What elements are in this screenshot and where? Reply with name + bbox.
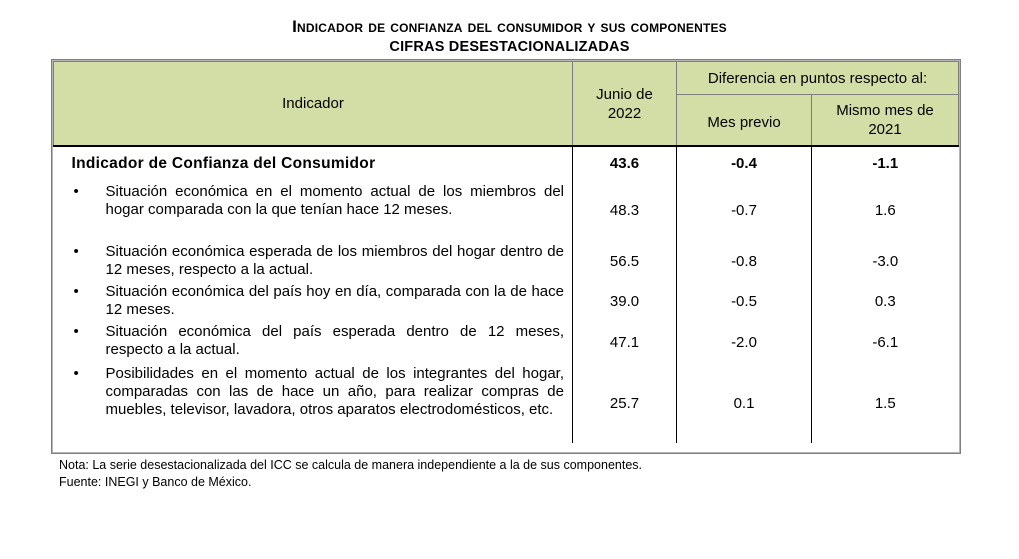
- table-source: Fuente: INEGI y Banco de México.: [59, 475, 252, 489]
- bullet-icon: •: [73, 365, 79, 382]
- table-note: Nota: La serie desestacionalizada del ICC se calcula de manera independiente a la de sus componentes.: [59, 458, 643, 472]
- bullet-icon: •: [73, 283, 79, 300]
- row-mismo-mes: 0.3: [812, 281, 959, 321]
- bullet-icon: •: [73, 243, 79, 260]
- row-mes-previo: 0.1: [677, 363, 812, 443]
- header-junio-label: Junio de 2022: [596, 85, 653, 122]
- table-row: [54, 179, 959, 241]
- row-mismo-mes: 1.5: [812, 363, 959, 443]
- row-mismo-mes: -6.1: [812, 321, 959, 363]
- row-valor: 25.7: [573, 363, 677, 443]
- row-mes-previo: -0.5: [677, 281, 812, 321]
- row-valor: 43.6: [573, 146, 677, 179]
- row-mismo-mes: -3.0: [812, 241, 959, 281]
- row-label: Situación económica del país esperada dentro de 12 meses, respecto a la actual.: [105, 323, 564, 358]
- row-mes-previo: -0.7: [677, 179, 812, 241]
- table-title: Indicador de confianza del consumidor y sus componentes: [292, 17, 727, 36]
- table-subtitle: CIFRAS DESESTACIONALIZADAS: [389, 39, 630, 55]
- bullet-item: [54, 365, 573, 419]
- table-row: [54, 363, 959, 443]
- row-valor: 47.1: [573, 321, 677, 363]
- table-row: [54, 281, 959, 321]
- bullet-item: [54, 283, 573, 319]
- row-valor: 39.0: [573, 281, 677, 321]
- header-junio-2022: [573, 62, 677, 147]
- row-label: Posibilidades en el momento actual de los integrantes del hogar, comparadas con las de hace un año, para realizar compras de muebles, televisor, lavadora, otros aparatos electrodomésticos, etc.: [105, 365, 564, 418]
- header-mismo-mes: [812, 95, 959, 147]
- row-mes-previo: -0.8: [677, 241, 812, 281]
- row-label: Situación económica del país hoy en día, comparada con la de hace 12 meses.: [105, 283, 564, 318]
- bullet-item: [54, 183, 573, 219]
- row-mes-previo: -0.4: [677, 146, 812, 179]
- row-label: Indicador de Confianza del Consumidor: [54, 146, 573, 179]
- table-row: [54, 241, 959, 281]
- header-mes-previo: Mes previo: [677, 95, 812, 147]
- header-mismo-mes-label: Mismo mes de 2021: [836, 102, 934, 138]
- bullet-item: [54, 323, 573, 359]
- table-row: [54, 321, 959, 363]
- row-mes-previo: -2.0: [677, 321, 812, 363]
- row-label: Situación económica en el momento actual de los miembros del hogar comparada con la que tenían hace 12 meses.: [105, 183, 564, 218]
- row-label: Situación económica esperada de los miembros del hogar dentro de 12 meses, respecto a la actual.: [105, 243, 564, 278]
- row-valor: 56.5: [573, 241, 677, 281]
- bullet-icon: •: [73, 323, 79, 340]
- row-mismo-mes: 1.6: [812, 179, 959, 241]
- header-diferencia: Diferencia en puntos respecto al:: [677, 62, 959, 95]
- table-row: [54, 146, 959, 179]
- bullet-icon: •: [73, 183, 79, 200]
- row-mismo-mes: -1.1: [812, 146, 959, 179]
- consumer-confidence-table: [53, 61, 959, 443]
- row-valor: 48.3: [573, 179, 677, 241]
- bullet-item: [54, 243, 573, 279]
- header-indicador: Indicador: [54, 62, 573, 147]
